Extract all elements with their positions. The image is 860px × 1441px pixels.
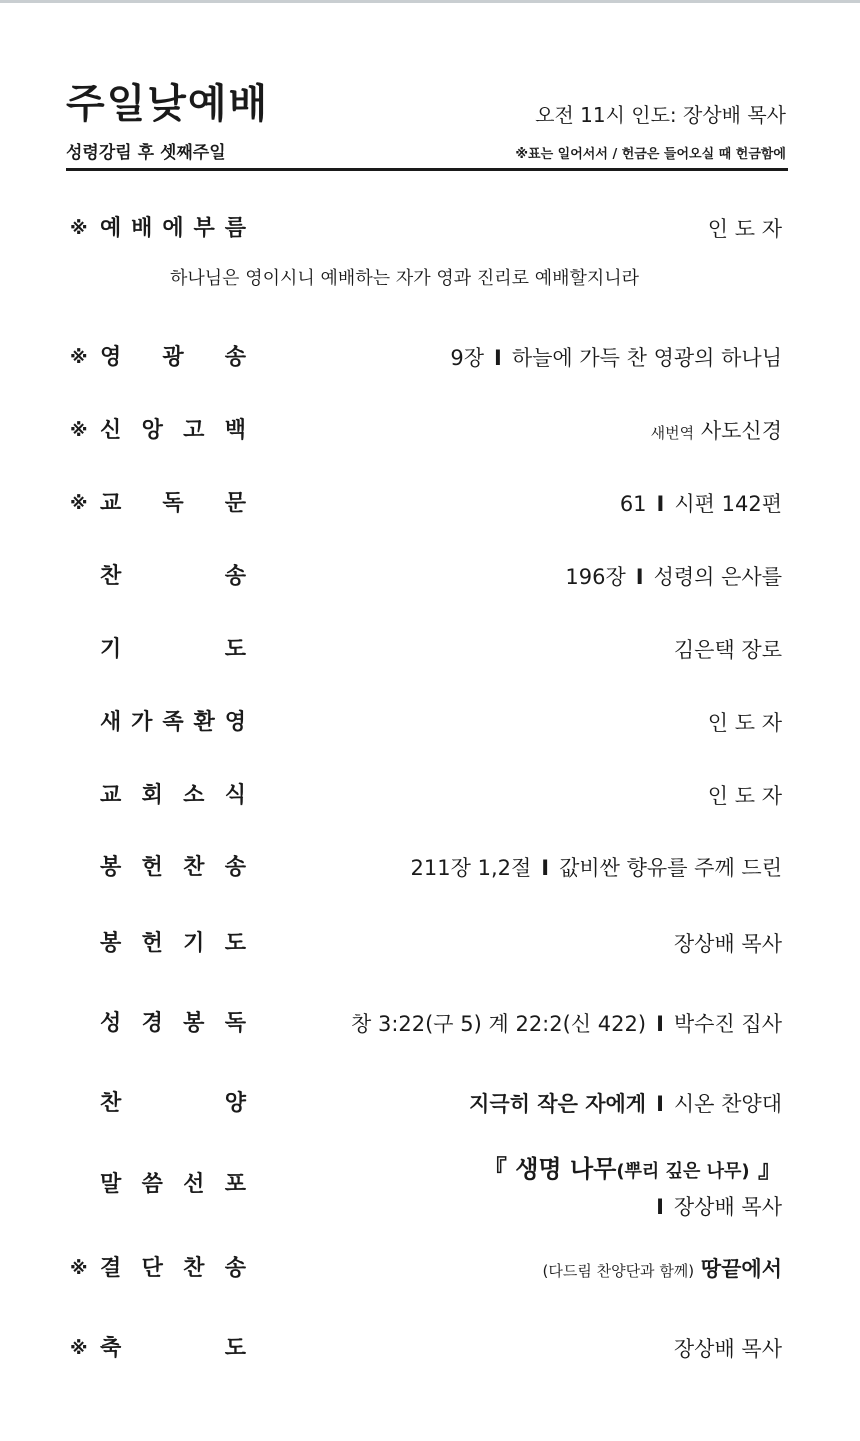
separator: I [656,1195,664,1219]
hymn-title: 하늘에 가득 찬 영광의 하나님 [511,346,782,370]
scripture-passages: 창 3:22(구 5) 계 22:2(신 422) [351,1012,647,1036]
order-label [70,562,246,592]
order-label [70,781,246,811]
hymn-number: 211장 1,2절 [410,856,532,880]
label-char: 영 [224,710,246,735]
label-char: 말 [100,1172,122,1197]
call-to-worship-text: 하나님은 영이시니 예배하는 자가 영과 진리로 예배할지니라 [170,268,640,289]
order-value: 장상배 목사 [673,932,782,956]
label-char: 송 [224,855,246,880]
label-char: 봉 [100,855,122,880]
hymn-title: 땅끝에서 [700,1257,782,1281]
order-label [70,708,246,738]
order-label [70,489,246,519]
sermon-title-main: 『 생명 나무 [482,1155,617,1183]
separator: I [635,565,644,589]
label-char: 도 [224,637,246,662]
order-value [651,416,782,448]
order-value: 인 도 자 [707,784,782,808]
standing-mark: ※ [70,493,88,514]
hymn-title: 성령의 은사를 [653,565,782,589]
order-value: 김은택 장로 [673,638,782,662]
anthem-title: 지극히 작은 자에게 [469,1092,647,1116]
label-char: 광 [162,345,184,370]
label-char: 예 [100,216,122,241]
standing-mark: ※ [70,218,88,239]
label-char: 배 [131,216,153,241]
order-value [351,1009,782,1039]
order-label [70,1170,246,1200]
order-label [70,416,246,446]
label-char: 영 [100,345,122,370]
label-char: 축 [100,1336,122,1361]
label-char: 신 [100,418,122,443]
hymn-note: (다드림 찬양단과 함께) [542,1262,695,1280]
order-value: 인 도 자 [707,217,782,241]
order-label [70,214,246,244]
service-time-leader: 오전 11시 인도: 장상배 목사 [535,103,786,127]
label-char: 부 [193,216,215,241]
label-char: 도 [224,931,246,956]
sermon-title-close: 』 [749,1155,782,1183]
order-value [620,489,782,519]
label-char: 고 [183,418,205,443]
label-char: 소 [183,783,205,808]
separator: I [656,1092,664,1116]
order-label [70,1089,246,1119]
reader-name: 박수진 집사 [673,1012,782,1036]
label-char: 교 [100,783,122,808]
label-char: 단 [141,1256,163,1281]
label-char: 찬 [100,1091,122,1116]
separator: I [656,492,665,516]
label-char: 씀 [141,1172,163,1197]
order-label [70,853,246,883]
order-value [565,562,782,592]
separator: I [541,856,550,880]
label-char: 찬 [183,1256,205,1281]
translation-note: 새번역 [650,424,695,442]
label-char: 에 [162,216,184,241]
preacher-name: 장상배 목사 [673,1195,782,1219]
hymn-number: 9장 [450,346,485,370]
header-rule [66,168,788,171]
label-char: 기 [100,637,122,662]
label-char: 찬 [183,855,205,880]
label-char: 헌 [141,931,163,956]
choir-name: 시온 찬양대 [673,1092,782,1116]
reading-number: 61 [619,492,647,516]
label-char: 환 [193,710,215,735]
hymn-title: 값비싼 향유를 주께 드린 [559,856,782,880]
label-char: 백 [224,418,246,443]
hymn-number: 196장 [565,565,626,589]
label-char: 교 [100,491,122,516]
label-char: 경 [141,1011,163,1036]
order-label [70,929,246,959]
order-value: 인 도 자 [707,711,782,735]
service-title: 주일낮예배 [66,81,270,127]
label-char: 선 [183,1172,205,1197]
reading-title: 시편 142편 [674,492,782,516]
creed-name: 사도신경 [700,419,782,443]
standing-mark: ※ [70,1258,88,1279]
label-char: 독 [224,1011,246,1036]
sermon-title [483,1152,782,1189]
liturgical-week: 성령강림 후 셋째주일 [66,143,226,163]
label-char: 송 [224,1256,246,1281]
label-char: 새 [100,710,122,735]
label-char: 포 [224,1172,246,1197]
label-char: 도 [224,1336,246,1361]
order-value [411,853,782,883]
label-char: 봉 [183,1011,205,1036]
label-char: 찬 [100,564,122,589]
separator: I [656,1012,664,1036]
label-char: 결 [100,1256,122,1281]
label-char: 양 [224,1091,246,1116]
label-char: 송 [224,564,246,589]
sermon-preacher [646,1192,782,1222]
label-char: 족 [162,710,184,735]
label-char: 기 [183,931,205,956]
order-label [70,1254,246,1284]
top-border [0,0,860,3]
order-value [450,343,782,373]
order-label [70,1009,246,1039]
order-label [70,635,246,665]
label-char: 봉 [100,931,122,956]
sermon-title-sub: (뿌리 깊은 나무) [616,1161,750,1182]
label-char: 성 [100,1011,122,1036]
label-char: 식 [224,783,246,808]
label-char: 름 [224,216,246,241]
standing-mark: ※ [70,347,88,368]
label-char: 송 [224,345,246,370]
label-char: 헌 [141,855,163,880]
label-char: 문 [224,491,246,516]
standing-offering-notice: ※표는 일어서서 / 헌금은 들어오실 때 헌금함에 [515,147,786,162]
label-char: 독 [162,491,184,516]
label-char: 앙 [141,418,163,443]
order-value [469,1089,782,1119]
order-value: 장상배 목사 [673,1337,782,1361]
label-char: 가 [131,710,153,735]
standing-mark: ※ [70,1338,88,1359]
order-label [70,1334,246,1364]
standing-mark: ※ [70,420,88,441]
order-label [70,343,246,373]
order-value [543,1254,783,1286]
separator: I [494,346,502,370]
label-char: 회 [141,783,163,808]
